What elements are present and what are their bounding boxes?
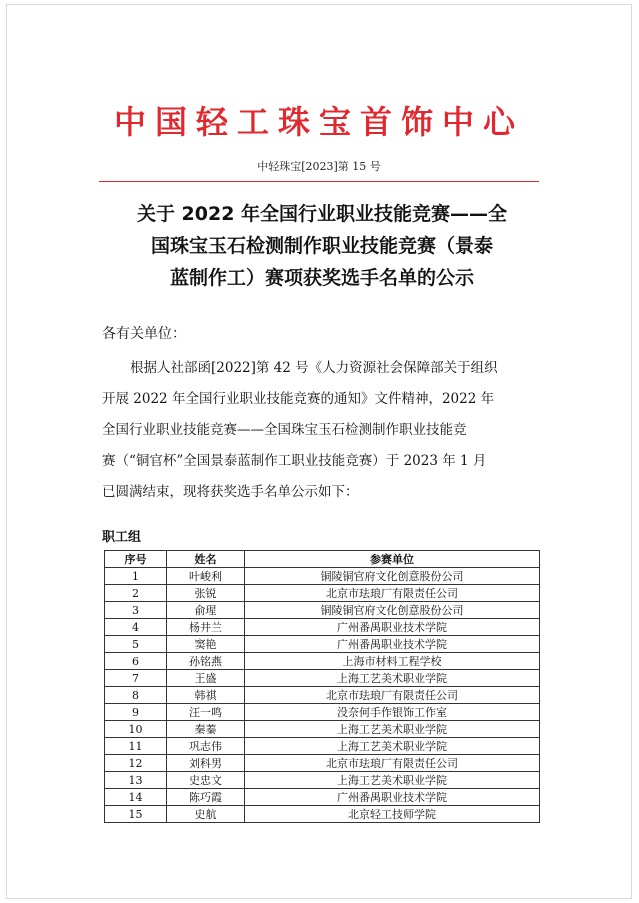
body-line: 已圆满结束，现将获奖选手名单公示如下： — [102, 484, 359, 500]
row-unit: 上海工艺美术职业学院 — [245, 670, 540, 687]
table-header-row — [105, 551, 540, 568]
body-line: 开展 2022 年全国行业职业技能竞赛的通知》文件精神，2022 年 — [102, 391, 495, 407]
row-unit: 没奈何手作银饰工作室 — [245, 704, 540, 721]
table-row — [105, 636, 540, 653]
body-line: 根据人社部函[2022]第 42 号《人力资源社会保障部关于组织 — [130, 360, 498, 376]
table-row — [105, 568, 540, 585]
row-number: 15 — [105, 806, 167, 823]
row-unit: 北京轻工技师学院 — [245, 806, 540, 823]
row-unit: 北京市珐琅厂有限责任公司 — [245, 585, 540, 602]
row-number: 10 — [105, 721, 167, 738]
row-name: 汪一鸣 — [167, 704, 245, 721]
table-row — [105, 772, 540, 789]
header-name: 姓名 — [167, 551, 245, 568]
table-row — [105, 755, 540, 772]
heading-line: 蓝制作工）赛项获奖选手名单的公示 — [169, 267, 474, 289]
row-number: 3 — [105, 602, 167, 619]
row-unit: 北京市珐琅厂有限责任公司 — [245, 755, 540, 772]
row-name: 史忠文 — [167, 772, 245, 789]
row-unit: 上海市材料工程学校 — [245, 653, 540, 670]
row-name: 张锐 — [167, 585, 245, 602]
row-number: 9 — [105, 704, 167, 721]
header-unit: 参赛单位 — [245, 551, 540, 568]
row-unit: 广州番禺职业技术学院 — [245, 619, 540, 636]
row-number: 1 — [105, 568, 167, 585]
row-name: 秦蓁 — [167, 721, 245, 738]
row-unit: 上海工艺美术职业学院 — [245, 738, 540, 755]
row-name: 史航 — [167, 806, 245, 823]
row-number: 11 — [105, 738, 167, 755]
row-name: 刘科男 — [167, 755, 245, 772]
row-name: 俞瑆 — [167, 602, 245, 619]
row-number: 7 — [105, 670, 167, 687]
row-name: 杨井兰 — [167, 619, 245, 636]
row-name: 巩志伟 — [167, 738, 245, 755]
table-row — [105, 670, 540, 687]
header-number: 序号 — [105, 551, 167, 568]
row-unit: 上海工艺美术职业学院 — [245, 721, 540, 738]
table-row — [105, 602, 540, 619]
row-name: 叶峻利 — [167, 568, 245, 585]
table-row — [105, 585, 540, 602]
row-number: 4 — [105, 619, 167, 636]
body-paragraph — [102, 353, 542, 508]
table-row — [105, 653, 540, 670]
table-row — [105, 687, 540, 704]
document-page — [6, 4, 632, 899]
row-name: 韩祺 — [167, 687, 245, 704]
heading-line: 国珠宝玉石检测制作职业技能竞赛（景泰 — [150, 235, 493, 257]
greeting: 各有关单位： — [102, 326, 186, 342]
row-number: 13 — [105, 772, 167, 789]
table-row — [105, 721, 540, 738]
row-name: 孙铭燕 — [167, 653, 245, 670]
red-divider — [99, 181, 539, 182]
row-number: 5 — [105, 636, 167, 653]
row-name: 陈巧霞 — [167, 789, 245, 806]
row-number: 12 — [105, 755, 167, 772]
document-number: 中轻珠宝[2023]第 15 号 — [257, 160, 381, 173]
row-number: 8 — [105, 687, 167, 704]
document-heading — [87, 198, 557, 294]
table-row — [105, 789, 540, 806]
table-row — [105, 704, 540, 721]
body-line: 赛（“铜官杯”全国景泰蓝制作工职业技能竞赛）于 2023 年 1 月 — [102, 453, 487, 469]
group-title: 职工组 — [102, 530, 142, 545]
row-unit: 广州番禺职业技术学院 — [245, 636, 540, 653]
body-line: 全国行业职业技能竞赛——全国珠宝玉石检测制作职业技能竞 — [102, 422, 467, 438]
row-number: 14 — [105, 789, 167, 806]
table-row — [105, 738, 540, 755]
row-unit: 北京市珐琅厂有限责任公司 — [245, 687, 540, 704]
organization-title: 中国轻工珠宝首饰中心 — [113, 103, 524, 141]
row-unit: 铜陵铜官府文化创意股份公司 — [245, 568, 540, 585]
row-unit: 广州番禺职业技术学院 — [245, 789, 540, 806]
table-row — [105, 806, 540, 823]
row-name: 王盛 — [167, 670, 245, 687]
row-number: 2 — [105, 585, 167, 602]
row-name: 窦艳 — [167, 636, 245, 653]
table-row — [105, 619, 540, 636]
row-unit: 上海工艺美术职业学院 — [245, 772, 540, 789]
heading-line: 关于 2022 年全国行业职业技能竞赛——全 — [136, 203, 508, 225]
winners-table — [104, 550, 540, 823]
row-unit: 铜陵铜官府文化创意股份公司 — [245, 602, 540, 619]
row-number: 6 — [105, 653, 167, 670]
